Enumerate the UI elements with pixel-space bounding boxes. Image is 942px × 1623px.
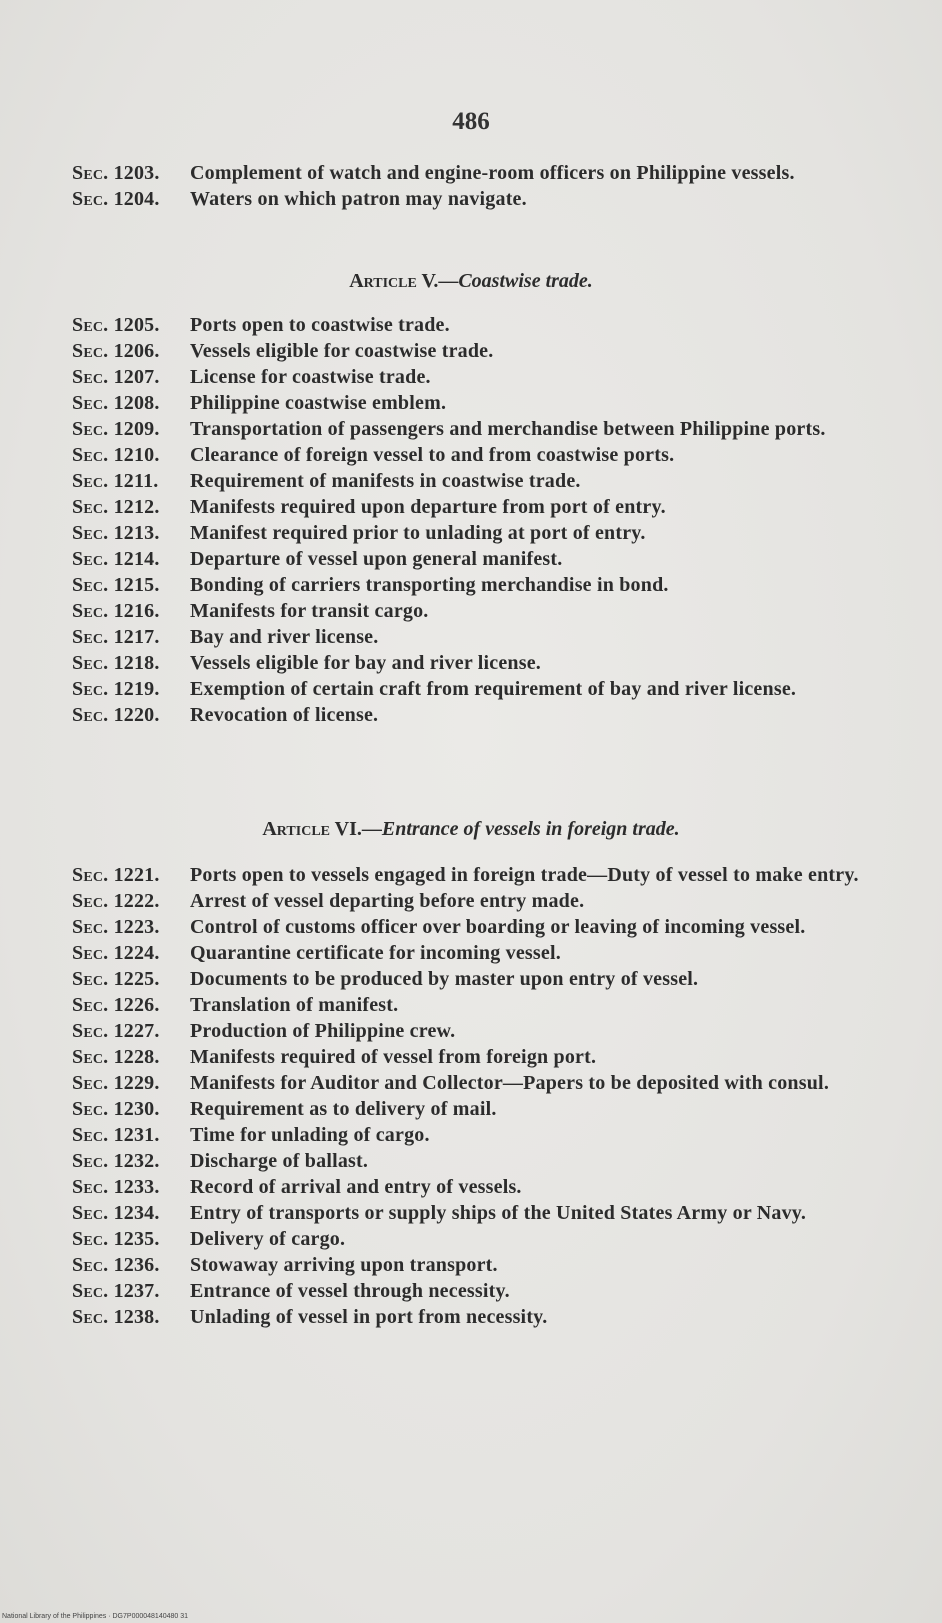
section-title: Departure of vessel upon general manifest. — [190, 548, 563, 570]
section-label: Sec. — [72, 942, 109, 964]
section-title: Bonding of carriers transporting merchandise in bond. — [190, 574, 669, 596]
section-number — [72, 888, 190, 914]
section-num-value: 1219. — [113, 678, 160, 700]
section-label: Sec. — [72, 574, 109, 596]
section-number — [72, 468, 190, 494]
section-num-value: 1207. — [113, 366, 160, 388]
section-label: Sec. — [72, 890, 109, 912]
section-number — [72, 1122, 190, 1148]
section-entry — [72, 992, 882, 1018]
section-label: Sec. — [72, 704, 109, 726]
section-label: Sec. — [72, 1280, 109, 1302]
section-label: Sec. — [72, 626, 109, 648]
section-label: Sec. — [72, 162, 109, 184]
section-number — [72, 1174, 190, 1200]
section-number — [72, 312, 190, 338]
section-entry — [72, 520, 882, 546]
section-label: Sec. — [72, 496, 109, 518]
section-number — [72, 702, 190, 728]
section-title: Ports open to vessels engaged in foreign trade—Duty of vessel to make entry. — [190, 864, 859, 886]
section-title: Time for unlading of cargo. — [190, 1124, 430, 1146]
section-num-value: 1229. — [113, 1072, 160, 1094]
section-entry — [72, 888, 882, 914]
section-number — [72, 966, 190, 992]
section-num-value: 1220. — [113, 704, 160, 726]
section-title: Vessels eligible for coastwise trade. — [190, 340, 494, 362]
section-label: Sec. — [72, 916, 109, 938]
section-entry — [72, 702, 882, 728]
section-entry — [72, 338, 882, 364]
section-number — [72, 1278, 190, 1304]
article-6-subtitle: Entrance of vessels in foreign trade. — [381, 818, 680, 840]
section-entry — [72, 1278, 882, 1304]
section-num-value: 1212. — [113, 496, 160, 518]
section-num-value: 1205. — [113, 314, 160, 336]
section-number — [72, 390, 190, 416]
section-title: Waters on which patron may navigate. — [190, 188, 527, 210]
section-entry — [72, 940, 882, 966]
section-num-value: 1236. — [113, 1254, 160, 1276]
section-title: Control of customs officer over boarding or leaving of incoming vessel. — [190, 916, 806, 938]
section-num-value: 1233. — [113, 1176, 160, 1198]
section-label: Sec. — [72, 548, 109, 570]
section-title: Manifests for Auditor and Collector—Papers to be deposited with consul. — [190, 1072, 830, 1094]
section-num-value: 1227. — [113, 1020, 160, 1042]
section-num-value: 1230. — [113, 1098, 160, 1120]
section-num-value: 1238. — [113, 1306, 160, 1328]
section-label: Sec. — [72, 1020, 109, 1042]
section-entry — [72, 1096, 882, 1122]
section-number — [72, 940, 190, 966]
section-number — [72, 1070, 190, 1096]
section-title: Manifests required upon departure from port of entry. — [190, 496, 666, 518]
section-title: Entrance of vessel through necessity. — [190, 1280, 510, 1302]
section-title: Requirement as to delivery of mail. — [190, 1098, 497, 1120]
section-number — [72, 598, 190, 624]
section-number — [72, 914, 190, 940]
section-num-value: 1224. — [113, 942, 160, 964]
section-number — [72, 1096, 190, 1122]
section-entry — [72, 1070, 882, 1096]
section-list-article-5 — [72, 312, 882, 728]
section-label: Sec. — [72, 470, 109, 492]
section-num-value: 1204. — [113, 188, 160, 210]
section-num-value: 1221. — [113, 864, 160, 886]
section-number — [72, 1200, 190, 1226]
section-title: Production of Philippine crew. — [190, 1020, 456, 1042]
section-label: Sec. — [72, 1202, 109, 1224]
section-number — [72, 338, 190, 364]
section-title: Manifest required prior to unlading at port of entry. — [190, 522, 646, 544]
section-title: Manifests for transit cargo. — [190, 600, 429, 622]
section-number — [72, 572, 190, 598]
section-num-value: 1223. — [113, 916, 160, 938]
section-title: Clearance of foreign vessel to and from coastwise ports. — [190, 444, 675, 466]
section-entry — [72, 312, 882, 338]
section-num-value: 1232. — [113, 1150, 160, 1172]
section-title: Philippine coastwise emblem. — [190, 392, 447, 414]
section-title: Requirement of manifests in coastwise trade. — [190, 470, 581, 492]
section-num-value: 1206. — [113, 340, 160, 362]
section-label: Sec. — [72, 968, 109, 990]
section-title: Arrest of vessel departing before entry made. — [190, 890, 585, 912]
section-label: Sec. — [72, 864, 109, 886]
section-title: Stowaway arriving upon transport. — [190, 1254, 498, 1276]
section-number — [72, 442, 190, 468]
section-entry — [72, 862, 882, 888]
section-entry — [72, 914, 882, 940]
section-title: Entry of transports or supply ships of the United States Army or Navy. — [190, 1202, 807, 1224]
section-title: Translation of manifest. — [190, 994, 399, 1016]
section-title: Discharge of ballast. — [190, 1150, 369, 1172]
section-label: Sec. — [72, 678, 109, 700]
section-number — [72, 520, 190, 546]
section-entry — [72, 546, 882, 572]
article-6-heading: Article VI.—Entrance of vessels in foreign trade. — [262, 818, 680, 840]
section-entry — [72, 598, 882, 624]
section-entry — [72, 390, 882, 416]
section-title: Delivery of cargo. — [190, 1228, 346, 1250]
section-number — [72, 186, 190, 212]
section-number — [72, 1018, 190, 1044]
section-entry — [72, 1200, 882, 1226]
section-number — [72, 1044, 190, 1070]
section-label: Sec. — [72, 1254, 109, 1276]
section-title: Transportation of passengers and merchandise between Philippine ports. — [190, 418, 826, 440]
article-5-subtitle: Coastwise trade. — [458, 270, 593, 292]
section-number — [72, 364, 190, 390]
section-number — [72, 624, 190, 650]
section-num-value: 1214. — [113, 548, 160, 570]
section-entry — [72, 494, 882, 520]
section-label: Sec. — [72, 188, 109, 210]
section-num-value: 1235. — [113, 1228, 160, 1250]
section-entry — [72, 468, 882, 494]
section-title: Quarantine certificate for incoming vessel. — [190, 942, 561, 964]
section-number — [72, 650, 190, 676]
section-num-value: 1231. — [113, 1124, 160, 1146]
section-title: Bay and river license. — [190, 626, 379, 648]
section-num-value: 1211. — [113, 470, 159, 492]
section-entry — [72, 572, 882, 598]
section-num-value: 1218. — [113, 652, 160, 674]
article-5-heading: Article V.—Coastwise trade. — [349, 270, 593, 292]
section-label: Sec. — [72, 600, 109, 622]
library-footer: National Library of the Philippines · DG7P000048140480 31 — [2, 1613, 189, 1620]
section-label: Sec. — [72, 1046, 109, 1068]
section-label: Sec. — [72, 1150, 109, 1172]
section-number — [72, 416, 190, 442]
section-num-value: 1210. — [113, 444, 160, 466]
section-label: Sec. — [72, 418, 109, 440]
section-num-value: 1222. — [113, 890, 160, 912]
section-num-value: 1237. — [113, 1280, 160, 1302]
section-entry — [72, 186, 882, 212]
section-title: Exemption of certain craft from requirement of bay and river license. — [190, 678, 797, 700]
section-num-value: 1234. — [113, 1202, 160, 1224]
section-num-value: 1203. — [113, 162, 160, 184]
section-label: Sec. — [72, 1228, 109, 1250]
section-entry — [72, 1304, 882, 1330]
section-title: Unlading of vessel in port from necessity. — [190, 1306, 548, 1328]
section-label: Sec. — [72, 994, 109, 1016]
section-entry — [72, 1226, 882, 1252]
section-entry — [72, 1174, 882, 1200]
section-number — [72, 862, 190, 888]
section-num-value: 1226. — [113, 994, 160, 1016]
section-entry — [72, 442, 882, 468]
section-label: Sec. — [72, 652, 109, 674]
section-number — [72, 676, 190, 702]
section-entry — [72, 966, 882, 992]
section-title: Manifests required of vessel from foreign port. — [190, 1046, 597, 1068]
section-number — [72, 1304, 190, 1330]
section-num-value: 1209. — [113, 418, 160, 440]
section-title: Vessels eligible for bay and river license. — [190, 652, 541, 674]
article-5-label: Article V. — [349, 270, 439, 292]
section-number — [72, 1148, 190, 1174]
section-label: Sec. — [72, 1124, 109, 1146]
article-6-label: Article VI. — [262, 818, 362, 840]
section-entry — [72, 1122, 882, 1148]
section-title: Documents to be produced by master upon entry of vessel. — [190, 968, 699, 990]
section-title: Record of arrival and entry of vessels. — [190, 1176, 522, 1198]
section-num-value: 1208. — [113, 392, 160, 414]
section-number — [72, 494, 190, 520]
section-num-value: 1213. — [113, 522, 160, 544]
section-title: Ports open to coastwise trade. — [190, 314, 450, 336]
section-label: Sec. — [72, 1176, 109, 1198]
section-entry — [72, 416, 882, 442]
section-entry — [72, 160, 882, 186]
section-number — [72, 160, 190, 186]
section-label: Sec. — [72, 1098, 109, 1120]
section-label: Sec. — [72, 340, 109, 362]
section-entry — [72, 1252, 882, 1278]
section-label: Sec. — [72, 522, 109, 544]
page-number: 486 — [452, 108, 490, 135]
section-label: Sec. — [72, 392, 109, 414]
section-entry — [72, 1148, 882, 1174]
section-entry — [72, 676, 882, 702]
section-num-value: 1217. — [113, 626, 160, 648]
section-title: Complement of watch and engine-room officers on Philippine vessels. — [190, 162, 795, 184]
section-num-value: 1215. — [113, 574, 160, 596]
section-num-value: 1225. — [113, 968, 160, 990]
section-number — [72, 1226, 190, 1252]
section-number — [72, 1252, 190, 1278]
section-entry — [72, 364, 882, 390]
section-entry — [72, 650, 882, 676]
section-num-value: 1216. — [113, 600, 160, 622]
section-title: License for coastwise trade. — [190, 366, 431, 388]
section-label: Sec. — [72, 366, 109, 388]
section-label: Sec. — [72, 444, 109, 466]
section-label: Sec. — [72, 314, 109, 336]
section-number — [72, 992, 190, 1018]
section-entry — [72, 624, 882, 650]
section-number — [72, 546, 190, 572]
section-title: Revocation of license. — [190, 704, 379, 726]
section-label: Sec. — [72, 1072, 109, 1094]
section-num-value: 1228. — [113, 1046, 160, 1068]
section-list-article-6 — [72, 862, 882, 1330]
section-entry — [72, 1044, 882, 1070]
section-list-top — [72, 160, 882, 212]
section-label: Sec. — [72, 1306, 109, 1328]
section-entry — [72, 1018, 882, 1044]
